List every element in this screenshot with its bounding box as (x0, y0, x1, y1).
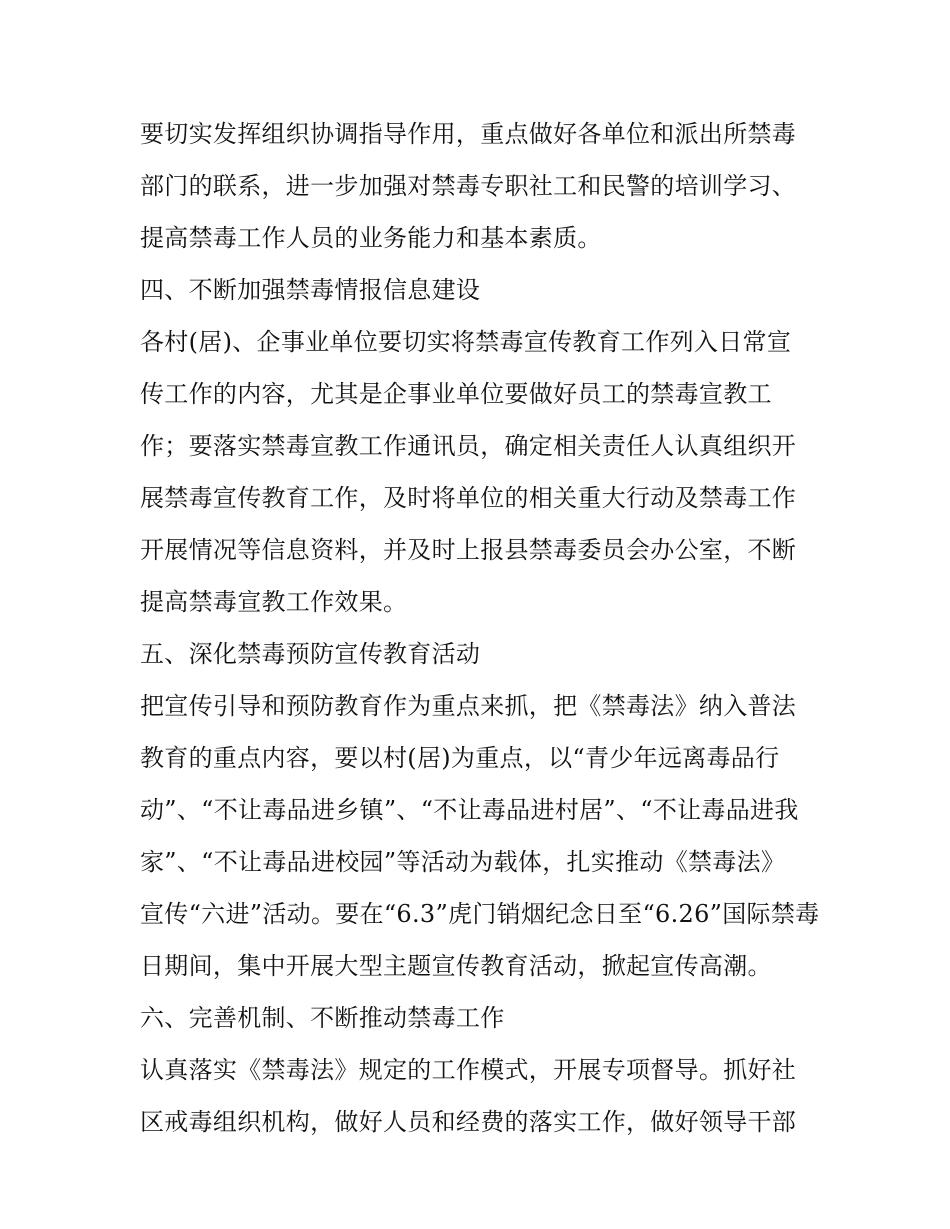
section-heading: 六、完善机制、不断推动禁毒工作 (140, 1004, 505, 1032)
paragraph-line: 传工作的内容，尤其是企事业单位要做好员工的禁毒宣教工 (140, 380, 772, 408)
paragraph-line: 日期间，集中开展大型主题宣传教育活动，掀起宣传高潮。 (140, 952, 772, 980)
paragraph-line: 提高禁毒工作人员的业务能力和基本素质。 (140, 224, 602, 252)
paragraph-line: 部门的联系，进一步加强对禁毒专职社工和民警的培训学习、 (140, 172, 797, 200)
section-heading: 五、深化禁毒预防宣传教育活动 (140, 640, 481, 668)
paragraph-line: 动”、“不让毒品进乡镇”、“不让毒品进村居”、“不让毒品进我 (140, 796, 799, 824)
paragraph-line: 各村(居)、企事业单位要切实将禁毒宣传教育工作列入日常宣 (140, 328, 792, 356)
paragraph-line: 提高禁毒宣教工作效果。 (140, 588, 408, 616)
section-heading: 四、不断加强禁毒情报信息建设 (140, 276, 481, 304)
paragraph-line: 开展情况等信息资料，并及时上报县禁毒委员会办公室，不断 (140, 536, 797, 564)
paragraph-line: 作；要落实禁毒宣教工作通讯员，确定相关责任人认真组织开 (140, 432, 797, 460)
paragraph-line: 教育的重点内容，要以村(居)为重点，以“青少年远离毒品行 (140, 744, 780, 772)
paragraph-line: 展禁毒宣传教育工作，及时将单位的相关重大行动及禁毒工作 (140, 484, 797, 512)
document-body (140, 108, 820, 1148)
paragraph-line: 把宣传引导和预防教育作为重点来抓，把《禁毒法》纳入普法 (140, 692, 797, 720)
paragraph-line: 区戒毒组织机构，做好人员和经费的落实工作，做好领导干部 (140, 1108, 797, 1136)
paragraph-line: 认真落实《禁毒法》规定的工作模式，开展专项督导。抓好社 (140, 1056, 797, 1084)
paragraph-line: 宣传“六进”活动。要在“6.3”虎门销烟纪念日至“6.26”国际禁毒 (140, 900, 820, 928)
paragraph-line: 要切实发挥组织协调指导作用，重点做好各单位和派出所禁毒 (140, 120, 797, 148)
paragraph-line: 家”、“不让毒品进校园”等活动为载体，扎实推动《禁毒法》 (140, 848, 786, 876)
